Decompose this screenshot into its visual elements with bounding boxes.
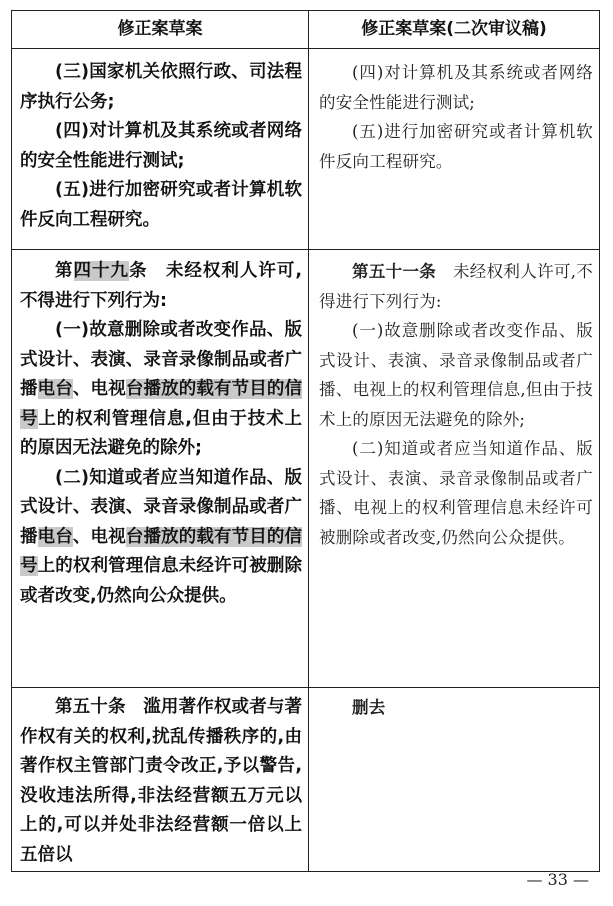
page-number: — 33 —: [526, 870, 589, 889]
item-1-revised: (一)故意删除或者改变作品、版式设计、表演、录音录像制品或者广播、电视上的权利管理信息,但由于技术上的原因无法避免的除外;: [319, 321, 593, 429]
revised-cell: [309, 688, 599, 871]
revised-cell: [309, 49, 599, 249]
item-2-text-a: (二)知道或者应当知道作品、版式设计、表演、录音录像制品或者广播: [20, 467, 302, 547]
clause-5-revised: (五)进行加密研究或者计算机软件反向工程研究。: [319, 122, 593, 171]
deleted-note: 删去: [352, 698, 386, 717]
article-number: 第五十一条: [352, 262, 437, 281]
item-2-revised: (二)知道或者应当知道作品、版式设计、表演、录音录像制品或者广播、电视上的权利管理信息未经许可被删除或者改变,仍然向公众提供。: [319, 439, 593, 547]
article-heading-text: 条 未经权利人许可,不得进行下列行为:: [20, 261, 303, 311]
clause-3: (三)国家机关依照行政、司法程序执行公务;: [20, 62, 302, 112]
draft-cell: [12, 250, 309, 687]
clause-5: (五)进行加密研究或者计算机软件反向工程研究。: [20, 180, 302, 230]
draft-cell: [12, 49, 309, 249]
header-second-review-draft: 修正案草案(二次审议稿): [361, 19, 547, 39]
article-heading-revised: [319, 257, 593, 316]
table-row-article-abuse: [12, 687, 599, 871]
article-heading: [20, 257, 302, 316]
highlighted-text: 电台: [37, 379, 73, 399]
article-prefix: 第: [55, 261, 74, 281]
clause-4-revised: (四)对计算机及其系统或者网络的安全性能进行测试;: [319, 63, 593, 112]
item-2: [20, 464, 302, 612]
item-1-text-a: (一)故意删除或者改变作品、版式设计、表演、录音录像制品或者广播: [20, 320, 302, 399]
highlighted-text: 台播放的载有节目的信号: [20, 379, 303, 429]
item-1: [20, 316, 302, 464]
table-header-row: [12, 11, 599, 48]
item-2-text-c: 上的权利管理信息未经许可被删除或者改变,仍然向公众提供。: [20, 556, 303, 606]
highlighted-text: 台播放的载有节目的信号: [20, 526, 303, 576]
table-row-exceptions: [12, 48, 599, 249]
table-row-article-rights-management: [12, 249, 599, 687]
item-1-text-c: 上的权利管理信息,但由于技术上的原因无法避免的除外;: [20, 408, 302, 458]
article-heading-text: 未经权利人许可,不得进行下列行为:: [319, 262, 593, 311]
article-50-text: 第五十条 滥用著作权或者与著作权有关的权利,扰乱传播秩序的,由著作权主管部门责令改正,予以警告,没收违法所得,非法经营额五万元以上的,可以并处非法经营额一倍以上五倍以: [20, 697, 302, 865]
highlighted-text: 电台: [37, 526, 73, 547]
revised-cell: [309, 250, 599, 687]
header-draft: 修正案草案: [12, 11, 309, 48]
clause-4: (四)对计算机及其系统或者网络的安全性能进行测试;: [20, 121, 302, 171]
draft-cell: [12, 688, 309, 871]
item-1-text-b: 、电视: [72, 379, 126, 399]
comparison-table: [11, 10, 600, 872]
highlighted-article-number: 四十九: [73, 261, 129, 281]
item-2-text-b: 、电视: [72, 526, 126, 547]
